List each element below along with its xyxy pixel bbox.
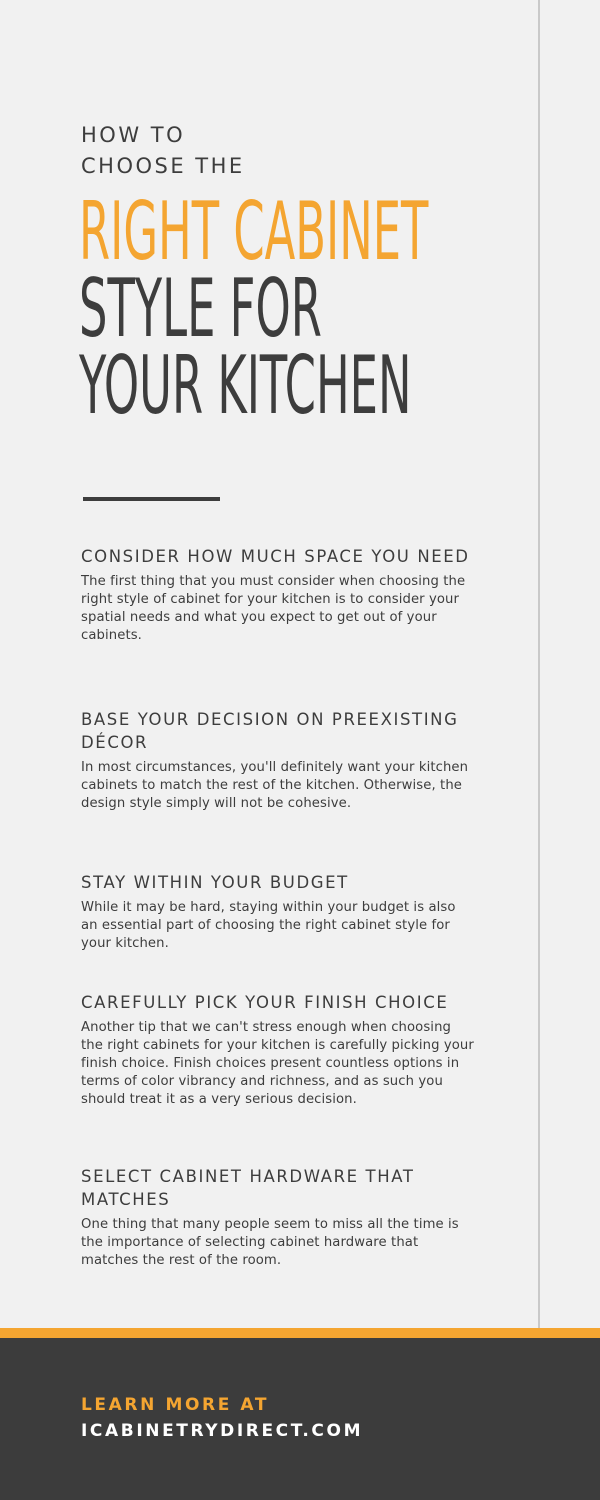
section-body: While it may be hard, staying within your budget is also an essential part of choosing the right cabinet style for your kitchen. — [81, 900, 456, 951]
vertical-divider — [538, 0, 540, 1328]
section-body: Another tip that we can't stress enough when choosing the right cabinets for your kitchen is carefully picking your finish choice. Finish choices present countless options in terms of color vibrancy and richness, and as such you should treat it as a very serious decision. — [81, 1020, 474, 1107]
kicker-line-1: HOW TO — [81, 123, 186, 147]
footer-accent-bar — [0, 1328, 600, 1338]
title-line-2: STYLE FOR — [79, 262, 322, 355]
title-line-3: YOUR KITCHEN — [79, 339, 412, 432]
section-body: The first thing that you must consider when choosing the right style of cabinet for your kitchen is to consider your spatial needs and what you expect to get out of your cabinets. — [81, 574, 466, 643]
section-decor — [81, 708, 476, 813]
footer — [0, 1338, 600, 1500]
kicker-line-2: CHOOSE THE — [81, 154, 245, 178]
section-hardware — [81, 1165, 476, 1270]
footer-site-link[interactable]: ICABINETRYDIRECT.COM — [81, 1421, 364, 1441]
section-space — [81, 545, 476, 645]
section-body: In most circumstances, you'll definitely want your kitchen cabinets to match the rest of the kitchen. Otherwise, the design style simply will not be cohesive. — [81, 760, 469, 811]
title-accent: RIGHT CABINET — [79, 185, 429, 278]
section-heading: STAY WITHIN YOUR BUDGET — [81, 873, 349, 892]
section-heading: BASE YOUR DECISION ON PREEXISTING DÉCOR — [81, 710, 459, 752]
section-finish — [81, 991, 476, 1109]
section-heading: SELECT CABINET HARDWARE THAT MATCHES — [81, 1167, 415, 1209]
page-title — [79, 185, 429, 432]
title-divider — [83, 497, 220, 501]
footer-cta: LEARN MORE AT — [81, 1395, 270, 1415]
section-body: One thing that many people seem to miss all the time is the importance of selecting cabinet hardware that matches the rest of the room. — [81, 1217, 459, 1268]
kicker — [81, 120, 245, 182]
section-budget — [81, 871, 476, 953]
section-heading: CONSIDER HOW MUCH SPACE YOU NEED — [81, 547, 470, 566]
section-heading: CAREFULLY PICK YOUR FINISH CHOICE — [81, 993, 449, 1012]
